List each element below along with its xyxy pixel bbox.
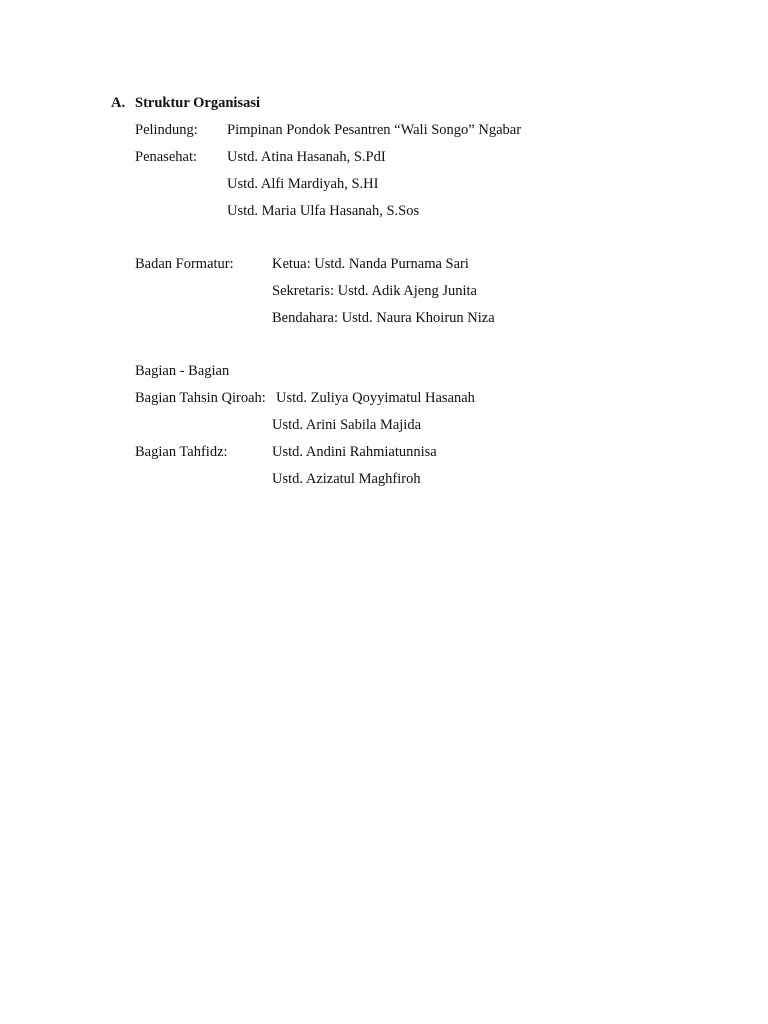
tahsin-label: Bagian Tahsin Qiroah: — [135, 390, 266, 406]
bagian-heading: Bagian - Bagian — [135, 363, 230, 379]
tahfidz-label: Bagian Tahfidz: — [135, 444, 228, 460]
penasehat-member: Ustd. Atina Hasanah, S.PdI — [227, 149, 386, 165]
badan-formatur-label: Badan Formatur: — [135, 256, 234, 272]
badan-formatur-member: Sekretaris: Ustd. Adik Ajeng Junita — [272, 283, 477, 299]
tahfidz-member: Ustd. Azizatul Maghfiroh — [272, 471, 421, 487]
tahfidz-member: Ustd. Andini Rahmiatunnisa — [272, 444, 437, 460]
penasehat-label: Penasehat: — [135, 149, 198, 165]
section-title: Struktur Organisasi — [135, 95, 261, 111]
tahsin-member: Ustd. Zuliya Qoyyimatul Hasanah — [276, 390, 475, 406]
tahsin-member: Ustd. Arini Sabila Majida — [272, 417, 422, 433]
penasehat-member: Ustd. Maria Ulfa Hasanah, S.Sos — [227, 203, 420, 219]
pelindung-value: Pimpinan Pondok Pesantren “Wali Songo” Ngabar — [227, 122, 522, 138]
penasehat-member: Ustd. Alfi Mardiyah, S.HI — [227, 176, 379, 192]
badan-formatur-member: Ketua: Ustd. Nanda Purnama Sari — [272, 256, 469, 272]
badan-formatur-member: Bendahara: Ustd. Naura Khoirun Niza — [272, 310, 495, 326]
section-letter: A. — [111, 95, 126, 111]
pelindung-label: Pelindung: — [135, 122, 198, 138]
